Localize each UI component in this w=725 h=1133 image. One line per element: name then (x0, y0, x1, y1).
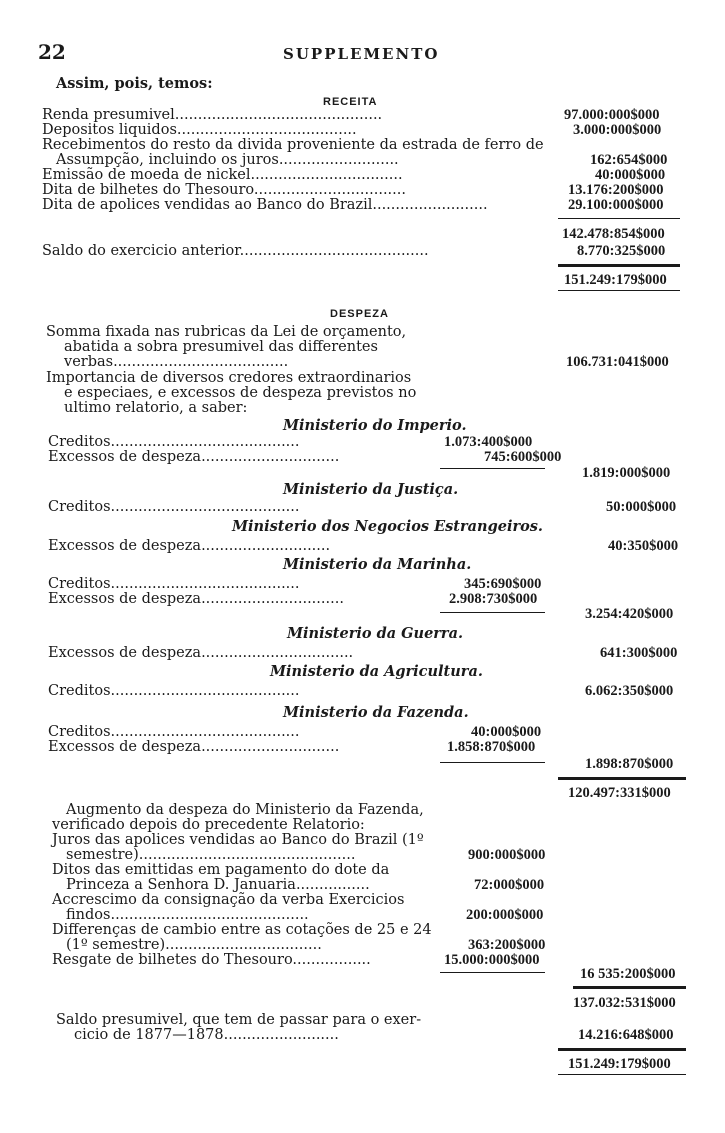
saldo-presumivel-value: 14.216:648$000 (578, 1027, 674, 1043)
fazenda-excessos-value: 1.858:870$000 (447, 739, 536, 755)
agricultura-total: 6.062:350$000 (585, 683, 674, 699)
despeza-heading: DESPEZA (330, 308, 389, 320)
augmento-accrescimo-line-2: findos........................................... (66, 907, 309, 923)
augmento-resgate-value: 15.000:000$000 (444, 952, 540, 968)
marinha-creditos-value: 345:690$000 (464, 576, 542, 592)
augmento-juros-line-1: Juros das apolices vendidas ao Banco do Brazil (1º (52, 832, 424, 848)
ministerio-marinha-title: Ministerio da Marinha. (283, 556, 472, 573)
importancia-line-1: Importancia de diversos credores extraordinarios (46, 370, 412, 386)
receita-value-bilhetes: 13.176:200$000 (568, 182, 664, 198)
justica-total: 50:000$000 (606, 499, 677, 515)
importancia-line-2: e especiaes, e excessos de despeza previstos no (64, 385, 417, 401)
receita-value-renda: 97.000:000$000 (564, 107, 660, 123)
augmento-juros-value: 900:000$000 (468, 847, 546, 863)
despeza-grand-total: 137.032:531$000 (573, 995, 676, 1011)
rule-imperio (440, 468, 545, 469)
ministerio-justica-title: Ministerio da Justiça. (283, 481, 459, 498)
marinha-creditos-label: Creditos......................................... (48, 576, 300, 592)
ministerio-estrangeiros-title: Ministerio dos Negocios Estrangeiros. (232, 518, 543, 535)
augmento-total: 16 535:200$000 (580, 966, 676, 982)
rule-augmento (440, 972, 545, 973)
imperio-creditos-label: Creditos......................................... (48, 434, 300, 450)
rule-receita-total (558, 264, 680, 267)
guerra-total: 641:300$000 (600, 645, 678, 661)
receita-label-recebimentos-cont: Assumpção, incluindo os juros.......................... (56, 152, 399, 168)
guerra-excessos-label: Excessos de despeza................................. (48, 645, 354, 661)
augmento-dote-value: 72:000$000 (474, 877, 545, 893)
somma-line-3: verbas...................................... (64, 354, 289, 370)
rule-grand (573, 986, 686, 989)
final-total: 151.249:179$000 (568, 1056, 671, 1072)
receita-value-recebimentos: 162:654$000 (590, 152, 668, 168)
despeza-subtotal: 120.497:331$000 (568, 785, 671, 801)
augmento-resgate-line: Resgate de bilhetes do Thesouro................. (52, 952, 371, 968)
saldo-presumivel-line-2: cicio de 1877—1878......................... (74, 1027, 339, 1043)
augmento-accrescimo-line-1: Accrescimo da consignação da verba Exercicios (52, 892, 405, 908)
saldo-anterior-value: 8.770:325$000 (577, 243, 666, 259)
receita-label-depositos: Depositos liquidos....................................... (42, 122, 357, 138)
augmento-cambio-line-2: (1º semestre).................................. (66, 937, 322, 953)
ministerio-fazenda-title: Ministerio da Fazenda. (283, 704, 469, 721)
receita-value-nickel: 40:000$000 (595, 167, 666, 183)
receita-label-apolices: Dita de apolices vendidas ao Banco do Brazil......................... (42, 197, 488, 213)
receita-total: 151.249:179$000 (564, 272, 667, 288)
agricultura-creditos-label: Creditos......................................... (48, 683, 300, 699)
saldo-presumivel-line-1: Saldo presumivel, que tem de passar para o exer- (56, 1012, 422, 1028)
justica-creditos-label: Creditos......................................... (48, 499, 300, 515)
augmento-dote-line-1: Ditos das emittidas em pagamento do dote da (52, 862, 390, 878)
receita-value-apolices: 29.100:000$000 (568, 197, 664, 213)
receita-subtotal: 142.478:854$000 (562, 226, 665, 242)
rule-final-total (558, 1048, 686, 1051)
imperio-creditos-value: 1.073:400$000 (444, 434, 533, 450)
augmento-juros-line-2: semestre)............................................... (66, 847, 356, 863)
receita-label-renda: Renda presumivel............................................. (42, 107, 383, 123)
rule-receita-subtotal (558, 218, 680, 219)
estrangeiros-total: 40:350$000 (608, 538, 679, 554)
intro-text: Assim, pois, temos: (56, 75, 213, 92)
somma-line-1: Somma fixada nas rubricas da Lei de orçamento, (46, 324, 407, 340)
rule-final-total-under (558, 1074, 686, 1075)
page-number: 22 (38, 40, 66, 64)
receita-label-nickel: Emissão de moeda de nickel................................. (42, 167, 403, 183)
somma-line-2: abatida a sobra presumivel das differentes (64, 339, 378, 355)
fazenda-creditos-value: 40:000$000 (471, 724, 542, 740)
rule-despeza-subtotal (558, 777, 686, 780)
marinha-excessos-value: 2.908:730$000 (449, 591, 538, 607)
rule-receita-total-under (558, 290, 680, 291)
ministerio-imperio-title: Ministerio do Imperio. (283, 417, 467, 434)
saldo-anterior-label: Saldo do exercicio anterior......................................... (42, 243, 429, 259)
fazenda-total: 1.898:870$000 (585, 756, 674, 772)
marinha-total: 3.254:420$000 (585, 606, 674, 622)
augmento-line-1: Augmento da despeza do Ministerio da Fazenda, (66, 802, 424, 818)
augmento-line-2: verificado depois do precedente Relatorio: (52, 817, 365, 833)
receita-label-bilhetes: Dita de bilhetes do Thesouro................................. (42, 182, 406, 198)
rule-marinha (440, 612, 545, 613)
receita-label-recebimentos: Recebimentos do resto da divida proveniente da estrada de ferro de (42, 137, 544, 153)
augmento-dote-line-2: Princeza a Senhora D. Januaria................ (66, 877, 370, 893)
somma-value: 106.731:041$000 (566, 354, 669, 370)
fazenda-excessos-label: Excessos de despeza.............................. (48, 739, 340, 755)
receita-heading: RECEITA (323, 96, 378, 108)
ministerio-agricultura-title: Ministerio da Agricultura. (270, 663, 483, 680)
receita-value-depositos: 3.000:000$000 (573, 122, 662, 138)
imperio-total: 1.819:000$000 (582, 465, 671, 481)
importancia-line-3: ultimo relatorio, a saber: (64, 400, 248, 416)
augmento-accrescimo-value: 200:000$000 (466, 907, 544, 923)
augmento-cambio-value: 363:200$000 (468, 937, 546, 953)
page-title: SUPPLEMENTO (283, 45, 440, 63)
imperio-excessos-label: Excessos de despeza.............................. (48, 449, 340, 465)
ministerio-guerra-title: Ministerio da Guerra. (287, 625, 464, 642)
imperio-excessos-value: 745:600$000 (484, 449, 562, 465)
augmento-cambio-line-1: Differenças de cambio entre as cotações de 25 e 24 (52, 922, 432, 938)
marinha-excessos-label: Excessos de despeza............................... (48, 591, 344, 607)
rule-fazenda (440, 762, 545, 763)
estrangeiros-excessos-label: Excessos de despeza............................ (48, 538, 331, 554)
fazenda-creditos-label: Creditos......................................... (48, 724, 300, 740)
